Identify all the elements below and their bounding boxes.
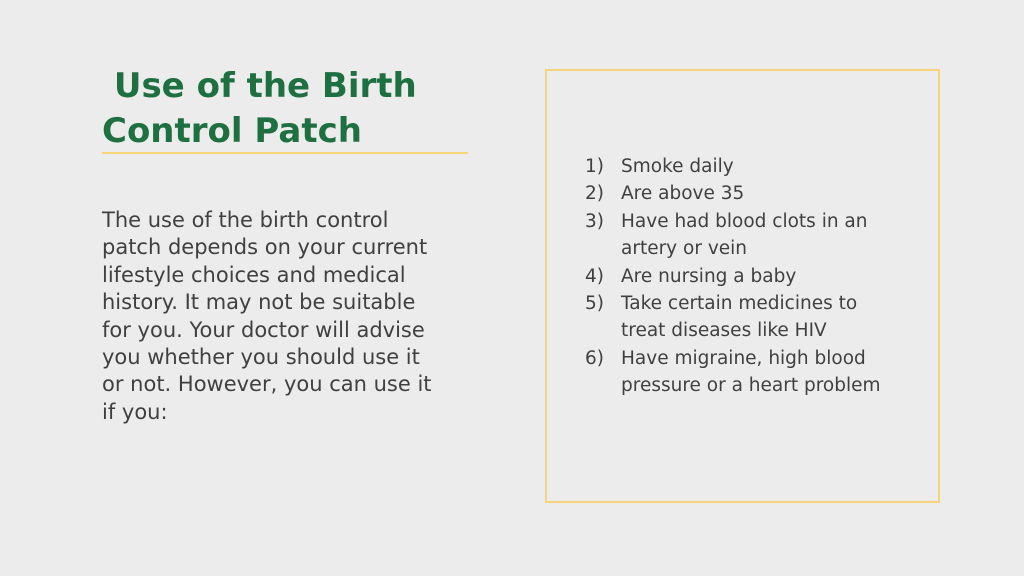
list-item (585, 153, 925, 180)
condition-list (585, 153, 925, 400)
list-item-text: Smoke daily (621, 156, 734, 177)
body-line: lifestyle choices and medical (102, 262, 406, 287)
list-item (585, 208, 925, 263)
body-line: or not. However, you can use it (102, 372, 432, 397)
list-item-text: Have migraine, high blood (621, 347, 866, 369)
title-underline (102, 152, 468, 154)
list-item-text: Are above 35 (621, 183, 745, 205)
list-item-text: treat diseases like HIV (621, 320, 827, 342)
body-line: The use of the birth control (102, 208, 389, 232)
list-item (585, 263, 925, 290)
list-item-text: pressure or a heart problem (621, 375, 881, 397)
list-item (585, 345, 925, 400)
list-number: 4) (585, 265, 604, 287)
body-line: patch depends on your current (102, 235, 428, 260)
body-line: history. It may not be suitable (102, 290, 416, 315)
list-item-text: Take certain medicines to (621, 293, 858, 315)
list-item-text: Are nursing a baby (621, 265, 797, 287)
list-number: 3) (585, 210, 604, 232)
slide-title (102, 64, 472, 154)
list-item-text: artery or vein (621, 238, 748, 260)
list-number: 1) (585, 156, 604, 177)
list-number: 2) (585, 183, 604, 205)
title-line: Control Patch (102, 111, 362, 151)
list-item (585, 290, 925, 345)
list-item (585, 180, 925, 207)
body-line: you whether you should use it (102, 345, 420, 370)
body-line: for you. Your doctor will advise (102, 317, 425, 342)
list-item-text: Have had blood clots in an (621, 210, 868, 232)
body-paragraph (102, 207, 474, 426)
title-line: Use of the Birth (102, 66, 417, 106)
list-number: 6) (585, 347, 604, 369)
list-number: 5) (585, 293, 604, 315)
body-line: if you: (102, 399, 168, 424)
